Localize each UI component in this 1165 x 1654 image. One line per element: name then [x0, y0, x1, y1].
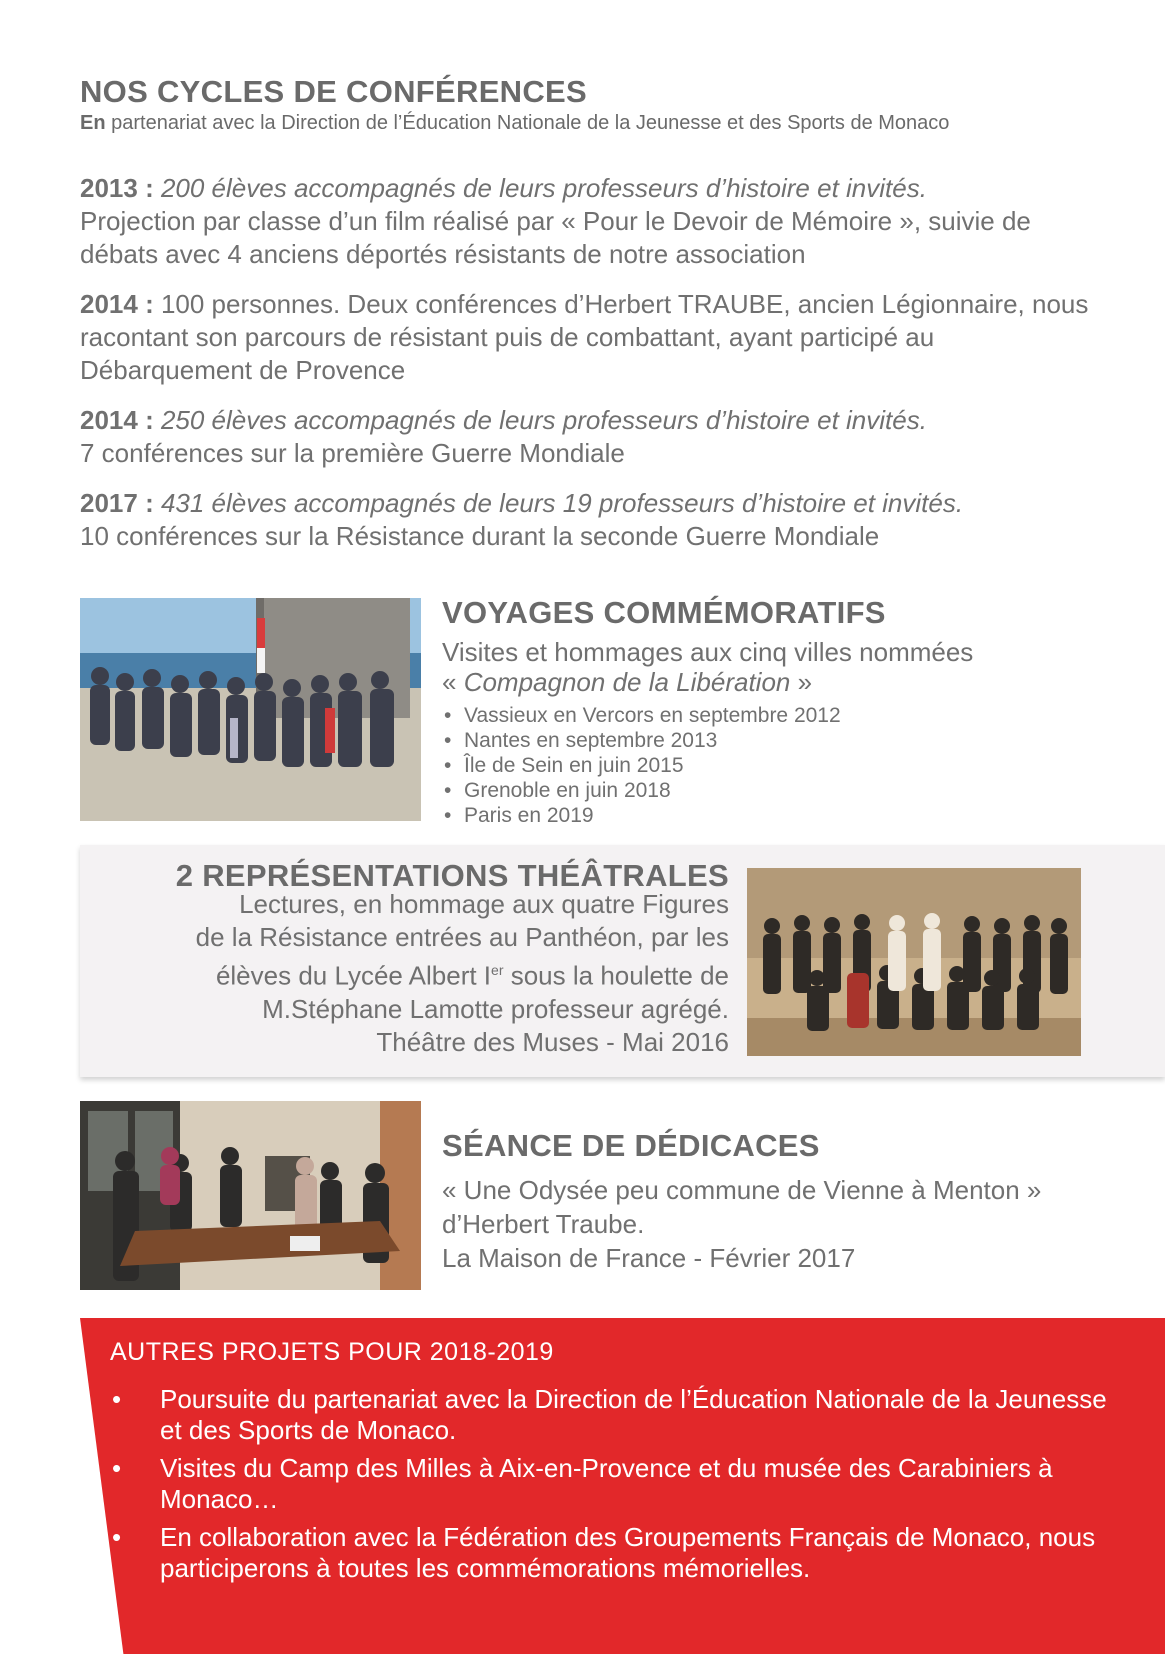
- list-item: • Paris en 2019: [442, 803, 841, 828]
- projects-title: AUTRES PROJETS POUR 2018-2019: [110, 1338, 554, 1366]
- dedicaces-book: « Une Odysée peu commune de Vienne à Menton »: [442, 1175, 1042, 1205]
- conference-entry-2014a: [80, 288, 1100, 387]
- voyages-intro: [442, 637, 1082, 697]
- quote-close: »: [790, 667, 813, 697]
- conference-highlight: 200 élèves accompagnés de leurs professeurs d’histoire et invités.: [153, 173, 927, 203]
- conference-year: 2013 :: [80, 173, 154, 203]
- dedicaces-description: [442, 1173, 1122, 1275]
- theatre-photo: [747, 868, 1081, 1056]
- conference-text: Projection par classe d’un film réalisé par « Pour le Devoir de Mémoire », suivie de débats avec 4 anciens déportés résistants de notre association: [80, 206, 1031, 269]
- voyages-quote: Compagnon de la Libération: [463, 667, 791, 697]
- theatre-line: sous la houlette de: [503, 960, 729, 991]
- theatre-description: [89, 888, 729, 1059]
- voyages-intro-text: Visites et hommages aux cinq villes nommées: [442, 637, 974, 667]
- list-item: • Grenoble en juin 2018: [442, 778, 841, 803]
- voyages-list: [442, 703, 841, 828]
- list-item: • En collaboration avec la Fédération des Groupements Français de Monaco, nous participerons à toutes les commémorations mémorielles.: [110, 1522, 1110, 1584]
- list-item: • Île de Sein en juin 2015: [442, 753, 841, 778]
- quote-open: «: [442, 667, 464, 697]
- subtitle-text: partenariat avec la Direction de l’Éducation Nationale de la Jeunesse et des Sports de Monaco: [105, 112, 950, 134]
- list-item: • Nantes en septembre 2013: [442, 728, 841, 753]
- conference-entry-2014b: [80, 404, 1100, 470]
- conference-year: 2014 :: [80, 405, 154, 435]
- conference-entry-2013: [80, 172, 1100, 271]
- page-subtitle: [80, 112, 949, 135]
- projects-list: [110, 1384, 1110, 1591]
- conference-highlight: 250 élèves accompagnés de leurs professeurs d’histoire et invités.: [153, 405, 927, 435]
- dedicaces-title: SÉANCE DE DÉDICACES: [442, 1128, 820, 1163]
- list-item: • Visites du Camp des Milles à Aix-en-Provence et du musée des Carabiniers à Monaco…: [110, 1453, 1110, 1515]
- dedicaces-venue: La Maison de France - Février 2017: [442, 1243, 856, 1273]
- theatre-title: 2 REPRÉSENTATIONS THÉÂTRALES: [175, 858, 729, 893]
- theatre-line: M.Stéphane Lamotte professeur agrégé.: [262, 993, 729, 1024]
- theatre-venue: Théâtre des Muses - Mai 2016: [376, 1026, 729, 1057]
- list-item: • Vassieux en Vercors en septembre 2012: [442, 703, 841, 728]
- conference-text: 10 conférences sur la Résistance durant la seconde Guerre Mondiale: [80, 521, 880, 551]
- theatre-sup: er: [491, 962, 504, 978]
- subtitle-lead: En: [80, 112, 106, 134]
- list-item: • Poursuite du partenariat avec la Direction de l’Éducation Nationale de la Jeunesse et des Sports de Monaco.: [110, 1384, 1110, 1446]
- conference-text: 7 conférences sur la première Guerre Mondiale: [80, 438, 625, 468]
- conference-highlight: 431 élèves accompagnés de leurs 19 professeurs d’histoire et invités.: [153, 488, 964, 518]
- theatre-line: de la Résistance entrées au Panthéon, par les: [195, 922, 729, 952]
- dedicaces-author: d’Herbert Traube.: [442, 1209, 645, 1239]
- theatre-line: élèves du Lycée Albert I: [215, 960, 492, 991]
- conference-text: 100 personnes. Deux conférences d’Herbert TRAUBE, ancien Légionnaire, nous racontant son parcours de résistant puis de combattant, ayant participé au Débarquement de Provence: [80, 289, 1089, 385]
- conference-year: 2017 :: [80, 488, 154, 518]
- page-title: NOS CYCLES DE CONFÉRENCES: [80, 74, 588, 109]
- conference-entry-2017: [80, 487, 1100, 553]
- conference-year: 2014 :: [80, 289, 154, 319]
- dedicaces-photo: [80, 1101, 421, 1290]
- voyages-title: VOYAGES COMMÉMORATIFS: [442, 595, 886, 630]
- theatre-line: Lectures, en hommage aux quatre Figures: [239, 889, 729, 919]
- voyages-photo: [80, 598, 421, 821]
